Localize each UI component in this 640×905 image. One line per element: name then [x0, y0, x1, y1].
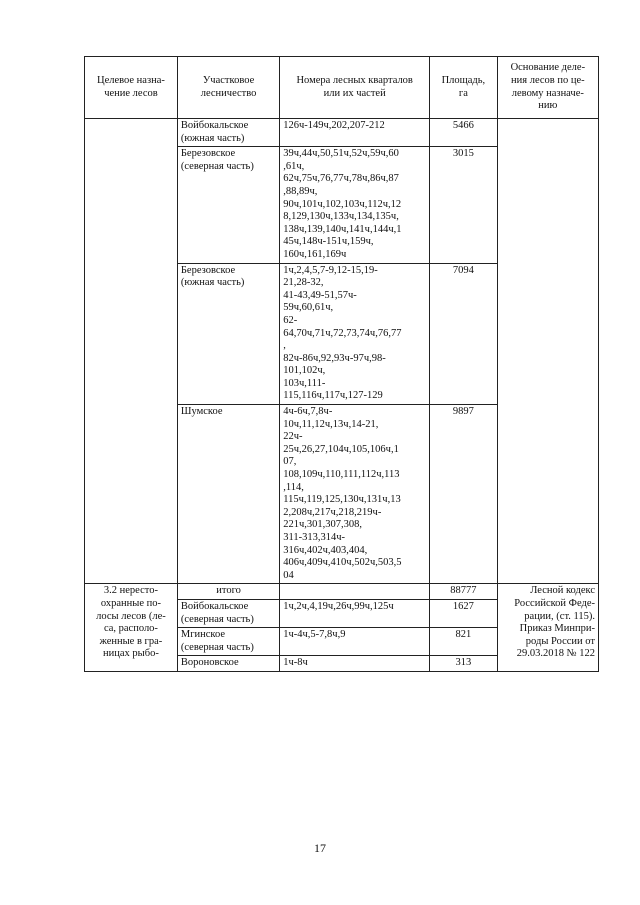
forestry-cell: Березовское (южная часть)	[177, 263, 279, 405]
quarters-cell: 126ч-149ч,202,207-212	[280, 119, 430, 147]
area-cell: 821	[430, 628, 498, 656]
header-quarters: Номера лесных кварталов или их частей	[280, 57, 430, 119]
forestry-cell: Вороновское	[177, 656, 279, 672]
total-area-cell: 88777	[430, 584, 498, 600]
header-purpose: Целевое назна- чение лесов	[85, 57, 178, 119]
table-row	[85, 119, 599, 147]
area-cell: 5466	[430, 119, 498, 147]
forestry-cell: Войбокальское (северная часть)	[177, 599, 279, 627]
basis-cell-empty	[497, 119, 598, 584]
header-area: Площадь, га	[430, 57, 498, 119]
quarters-cell: 39ч,44ч,50,51ч,52ч,59ч,60 ,61ч, 62ч,75ч,76,77ч,78ч,86ч,87 ,88,89ч, 90ч,101ч,102,103ч,112ч,12 8,129,130ч,133ч,134,135ч, 138ч,139,140ч,141ч,144ч,1 45ч,148ч-151ч,159ч, 160ч,161,169ч	[280, 147, 430, 263]
forest-purpose-table	[84, 56, 599, 672]
header-forestry: Участковое лесничество	[177, 57, 279, 119]
forestry-cell: Березовское (северная часть)	[177, 147, 279, 263]
quarters-cell: 1ч,2,4,5,7-9,12-15,19- 21,28-32, 41-43,49-51,57ч- 59ч,60,61ч, 62- 64,70ч,71ч,72,73,74ч,76,77 , 82ч-86ч,92,93ч-97ч,98- 101,102ч, 103ч,111- 115,116ч,117ч,127-129	[280, 263, 430, 405]
quarters-cell: 4ч-6ч,7,8ч- 10ч,11,12ч,13ч,14-21, 22ч- 25ч,26,27,104ч,105,106ч,1 07, 108,109ч,110,111,112ч,113 ,114, 115ч,119,125,130ч,131ч,13 2,208ч,217ч,218,219ч- 221ч,301,307,308, 311-313,314ч- 316ч,402ч,403,404, 406ч,409ч,410ч,502ч,503,5 04	[280, 405, 430, 584]
area-cell: 9897	[430, 405, 498, 584]
forestry-cell: Шумское	[177, 405, 279, 584]
area-cell: 7094	[430, 263, 498, 405]
table-row	[85, 584, 599, 600]
purpose-cell-empty	[85, 119, 178, 584]
forestry-cell: Войбокальское (южная часть)	[177, 119, 279, 147]
basis-cell	[497, 584, 598, 672]
area-cell: 1627	[430, 599, 498, 627]
forestry-cell: Мгинское (северная часть)	[177, 628, 279, 656]
area-cell: 313	[430, 656, 498, 672]
total-label-cell: итого	[177, 584, 279, 600]
quarters-cell: 1ч,2ч,4,19ч,26ч,99ч,125ч	[280, 599, 430, 627]
purpose-text: 3.2 нересто- охранные по- лосы лесов (ле- са, располо- женные в гра- ницах рыбо-	[96, 585, 166, 660]
page-number: 17	[314, 841, 326, 855]
basis-text: Лесной кодекс Российской Феде- рации, (ст. 115). Приказ Минпри- роды России от 29.03.2018 № 122	[514, 585, 595, 660]
purpose-cell	[85, 584, 178, 672]
quarters-cell-empty	[280, 584, 430, 600]
header-basis: Основание деле- ния лесов по це- левому назначе- нию	[497, 57, 598, 119]
quarters-cell: 1ч-8ч	[280, 656, 430, 672]
table-header-row	[85, 57, 599, 119]
quarters-cell: 1ч-4ч,5-7,8ч,9	[280, 628, 430, 656]
area-cell: 3015	[430, 147, 498, 263]
